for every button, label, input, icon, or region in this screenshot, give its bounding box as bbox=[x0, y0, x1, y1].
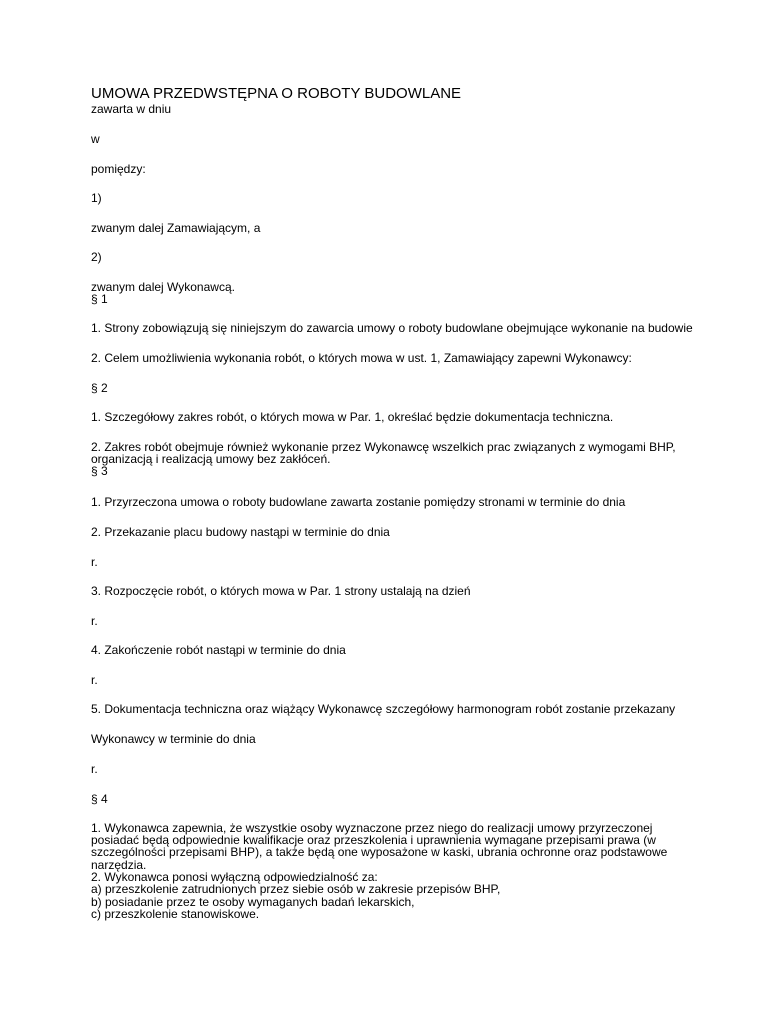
line-party-1-role: zwanym dalej Zamawiającym, a bbox=[91, 221, 261, 235]
paragraph-4-1-line-1: 1. Wykonawca zapewnia, że wszystkie osoby wyznaczone przez niego do realizacji umowy przyrzeczonej bbox=[91, 821, 653, 835]
paragraph-3-2: 2. Przekazanie placu budowy nastąpi w terminie do dnia bbox=[91, 525, 390, 539]
paragraph-3-4: 4. Zakończenie robót nastąpi w terminie do dnia bbox=[91, 643, 346, 657]
list-item-b: b) posiadanie przez te osoby wymaganych badań lekarskich, bbox=[91, 895, 415, 909]
line-party-2: 2) bbox=[91, 250, 102, 264]
paragraph-4-1-line-4: narzędzia. bbox=[91, 858, 147, 872]
paragraph-3-5-year: r. bbox=[91, 762, 98, 776]
paragraph-3-3: 3. Rozpoczęcie robót, o których mowa w Par. 1 strony ustalają na dzień bbox=[91, 584, 471, 598]
paragraph-2-2-line-2: organizacją i realizacją umowy bez zakłóceń. bbox=[91, 452, 331, 466]
section-heading-2: § 2 bbox=[91, 381, 108, 395]
list-item-c: c) przeszkolenie stanowiskowe. bbox=[91, 907, 260, 921]
paragraph-3-5-continued: Wykonawcy w terminie do dnia bbox=[91, 732, 256, 746]
line-party-2-role: zwanym dalej Wykonawcą. bbox=[91, 280, 235, 294]
section-heading-3: § 3 bbox=[91, 464, 108, 478]
paragraph-3-5: 5. Dokumentacja techniczna oraz wiążący Wykonawcę szczegółowy harmonogram robót zostanie przekazany bbox=[91, 702, 676, 716]
paragraph-4-2: 2. Wykonawca ponosi wyłączną odpowiedzialność za: bbox=[91, 870, 378, 884]
list-item-a: a) przeszkolenie zatrudnionych przez siebie osób w zakresie przepisów BHP, bbox=[91, 882, 501, 896]
paragraph-3-4-year: r. bbox=[91, 673, 98, 687]
line-between: pomiędzy: bbox=[91, 162, 146, 176]
document-title: UMOWA PRZEDWSTĘPNA O ROBOTY BUDOWLANE bbox=[91, 85, 462, 102]
line-party-1: 1) bbox=[91, 191, 102, 205]
paragraph-3-2-year: r. bbox=[91, 555, 98, 569]
paragraph-3-3-year: r. bbox=[91, 614, 98, 628]
section-heading-4: § 4 bbox=[91, 792, 108, 806]
paragraph-4-1-line-2: posiadać będą odpowiednie kwalifikacje oraz przeszkolenia i uprawnienia wymagane przepisami prawa (w bbox=[91, 833, 656, 847]
line-date: zawarta w dniu bbox=[91, 102, 172, 116]
paragraph-2-2-line-1: 2. Zakres robót obejmuje również wykonanie przez Wykonawcę wszelkich prac związanych z wymogami BHP, bbox=[91, 440, 676, 454]
paragraph-2-1: 1. Szczegółowy zakres robót, o których mowa w Par. 1, określać będzie dokumentacja techniczna. bbox=[91, 410, 614, 424]
paragraph-3-1: 1. Przyrzeczona umowa o roboty budowlane zawarta zostanie pomiędzy stronami w terminie do dnia bbox=[91, 495, 626, 509]
section-heading-1: § 1 bbox=[91, 292, 108, 306]
line-place: w bbox=[91, 132, 100, 146]
paragraph-1-2: 2. Celem umożliwienia wykonania robót, o których mowa w ust. 1, Zamawiający zapewni Wykonawcy: bbox=[91, 351, 632, 365]
paragraph-1-1: 1. Strony zobowiązują się niniejszym do zawarcia umowy o roboty budowlane obejmujące wykonanie na budowie bbox=[91, 321, 693, 335]
paragraph-4-1-line-3: szczególności przepisami BHP), a także będą one wyposażone w kaski, ubrania ochronne oraz podstawowe bbox=[91, 845, 668, 859]
